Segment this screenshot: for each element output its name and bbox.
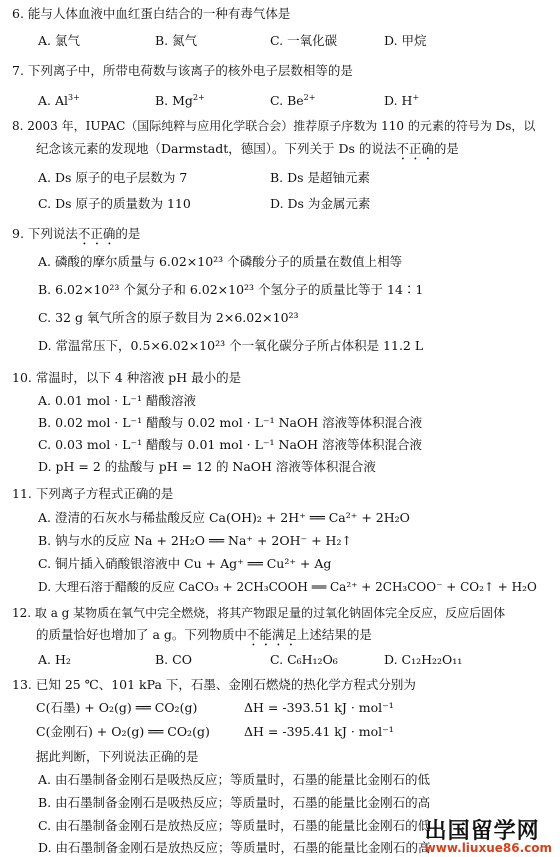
q13-option-c: C. 由石墨制备金刚石是放热反应；等质量时，石墨的能量比金刚石的低 — [38, 818, 431, 833]
q13-delta-h-diamond: ΔH = -395.41 kJ · mol⁻¹ — [244, 724, 394, 739]
q7-option-b: B. $Mg^{2+}$ — [155, 93, 205, 108]
q12-stem-line1: 12. 取 a g 某物质在氧气中完全燃烧，将其产物跟足量的过氧化钠固体完全反应，反应后固体 — [12, 606, 506, 620]
q10-option-b: B. 0.02 mol · L⁻¹ 醋酸与 0.02 mol · L⁻¹ NaOH 溶液等体积混合液 — [38, 415, 423, 430]
q13-judge-text: 据此判断，下列说法正确的是 — [36, 749, 199, 764]
q8-stem-line2: 纪念该元素的发现地（Darmstadt，德国）。下列关于 Ds 的说法不正确的是 — [36, 141, 459, 156]
watermark-name: 出国留学网 — [424, 819, 540, 844]
q7-option-d: D. H+ — [384, 93, 420, 108]
q7-option-c: C. $Be^{2+}$ — [270, 93, 316, 108]
q11-option-a: A. 澄清的石灰水与稀盐酸反应 Ca(OH)₂ + 2H⁺ ══ Ca²⁺ + 2H₂O — [38, 510, 410, 525]
q7-option-a: A. $Al^{3+}$ — [38, 93, 80, 108]
q11-option-c: C. 铜片插入硝酸银溶液中 Cu + Ag⁺ ══ Cu²⁺ + Ag — [38, 556, 332, 571]
q10-option-c: C. 0.03 mol · L⁻¹ 醋酸与 0.01 mol · L⁻¹ NaOH 溶液等体积混合液 — [38, 437, 423, 452]
q13-equation-graphite: C(石墨) + O₂(g) ══ CO₂(g) — [36, 700, 198, 715]
q12-option-d: D. C₁₂H₂₂O₁₁ — [384, 652, 463, 667]
site-watermark — [425, 814, 552, 855]
q8-option-c: C. Ds 原子的质量数为 110 — [38, 196, 191, 211]
q6-option-d: D. 甲烷 — [384, 33, 427, 48]
q9-option-d: D. 常温常压下，0.5×6.02×10²³ 个一氧化碳分子所占体积是 11.2 L — [38, 338, 424, 353]
q6-stem: 6. 能与人体血液中血红蛋白结合的一种有毒气体是 — [12, 6, 291, 21]
q11-option-d: D. 大理石溶于醋酸的反应 CaCO₃ + 2CH₃COOH ══ Ca²⁺ + 2CH₃COO⁻ + CO₂↑ + H₂O — [38, 580, 537, 594]
q6-option-a: A. 氯气 — [38, 33, 80, 48]
q12-option-c: C. C₆H₁₂O₆ — [270, 652, 338, 667]
q13-option-b: B. 由石墨制备金刚石是吸热反应；等质量时，石墨的能量比金刚石的高 — [38, 795, 431, 810]
q9-option-c: C. 32 g 氧气所含的原子数目为 2×6.02×10²³ — [38, 310, 299, 325]
q10-option-d: D. pH = 2 的盐酸与 pH = 12 的 NaOH 溶液等体积混合液 — [38, 459, 376, 474]
q12-option-b: B. CO — [155, 652, 192, 667]
q9-option-b: B. 6.02×10²³ 个氮分子和 6.02×10²³ 个氢分子的质量比等于 14∶1 — [38, 282, 424, 297]
q12-stem-line2: 的质量恰好也增加了 a g。下列物质中不能满足上述结果的是 — [36, 627, 372, 642]
q6-option-c: C. 一氧化碳 — [270, 33, 338, 48]
q13-delta-h-graphite: ΔH = -393.51 kJ · mol⁻¹ — [244, 700, 394, 715]
q13-equation-diamond: C(金刚石) + O₂(g) ══ CO₂(g) — [36, 724, 210, 739]
q6-option-b: B. 氮气 — [155, 33, 198, 48]
q12-option-a: A. H₂ — [38, 652, 71, 667]
q10-stem: 10. 常温时，以下 4 种溶液 pH 最小的是 — [12, 370, 242, 385]
q10-option-a: A. 0.01 mol · L⁻¹ 醋酸溶液 — [38, 393, 196, 408]
q8-option-a: A. Ds 原子的电子层数为 7 — [38, 170, 188, 185]
q8-option-b: B. Ds 是超铀元素 — [270, 170, 371, 185]
q11-option-b: B. 钠与水的反应 Na + 2H₂O ══ Na⁺ + 2OH⁻ + H₂↑ — [38, 533, 352, 548]
q11-stem: 11. 下列离子方程式正确的是 — [12, 486, 174, 501]
q9-option-a: A. 磷酸的摩尔质量与 6.02×10²³ 个磷酸分子的质量在数值上相等 — [38, 254, 403, 269]
watermark-url: www.liuxue86.com — [424, 841, 552, 855]
q7-stem: 7. 下列离子中，所带电荷数与该离子的核外电子层数相等的是 — [12, 63, 353, 78]
q8-option-d: D. Ds 为金属元素 — [270, 196, 371, 211]
q8-stem-line1: 8. 2003 年，IUPAC（国际纯粹与应用化学联合会）推荐原子序数为 110 的元素的符号为 Ds，以 — [12, 119, 536, 133]
q13-option-d: D. 由石墨制备金刚石是放热反应；等质量时，石墨的能量比金刚石的高 — [38, 840, 431, 855]
q13-option-a: A. 由石墨制备金刚石是吸热反应；等质量时，石墨的能量比金刚石的低 — [38, 772, 430, 787]
q13-stem: 13. 已知 25 ℃、101 kPa 下，石墨、金刚石燃烧的热化学方程式分别为 — [12, 677, 416, 692]
q9-stem: 9. 下列说法不正确的是 — [12, 226, 141, 241]
